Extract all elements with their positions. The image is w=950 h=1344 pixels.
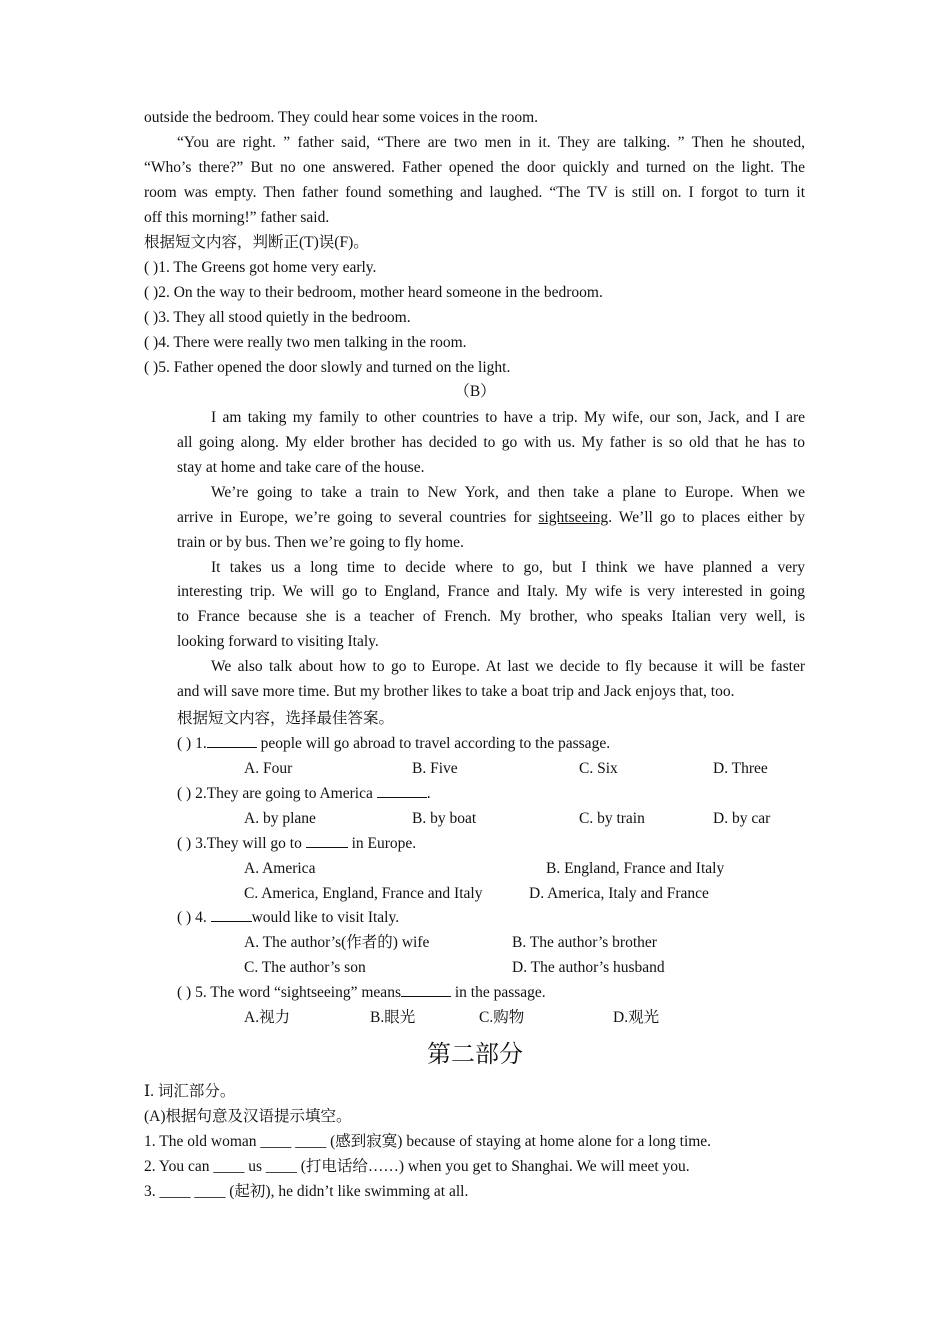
question-2-prefix: ( ) 2.They are going to America xyxy=(177,785,377,802)
q4-option-d: D. The author’s husband xyxy=(512,959,665,976)
passage-b-line-5-end: . We’ll go to places either by xyxy=(608,509,806,526)
q2-option-c: C. by train xyxy=(579,810,645,827)
question-4 xyxy=(177,908,805,928)
passage-a-line-5: off this morning!” father said. xyxy=(144,209,330,226)
question-4-blank xyxy=(211,908,252,922)
question-5-prefix: ( ) 5. The word “sightseeing” means xyxy=(177,984,401,1001)
statement-5: ( )5. Father opened the door slowly and turned on the light. xyxy=(144,359,511,376)
q4-option-a: A. The author’s(作者的) wife xyxy=(244,934,430,951)
question-3 xyxy=(177,834,805,854)
question-5 xyxy=(177,983,805,1003)
question-2 xyxy=(177,784,805,804)
question-1 xyxy=(177,734,805,754)
question-2-blank xyxy=(377,784,427,798)
passage-b-line-7: It takes us a long time to decide where to go, but I think we have planned a very xyxy=(211,559,805,576)
vocabulary-section: Ⅰ. 词汇部分。 xyxy=(144,1083,236,1100)
q3-option-b: B. England, France and Italy xyxy=(546,860,725,877)
question-4-prefix: ( ) 4. xyxy=(177,909,211,926)
vocab-item-1: 1. The old woman ____ ____ (感到寂寞) because of staying at home alone for a long time. xyxy=(144,1133,712,1150)
q5-option-d: D.观光 xyxy=(613,1009,660,1026)
question-3-blank xyxy=(306,834,348,848)
passage-b-line-4: We’re going to take a train to New York, and then take a plane to Europe. When we xyxy=(211,484,805,501)
passage-b-line-11: We also talk about how to go to Europe. At last we decide to fly because it will be faster xyxy=(211,658,805,675)
passage-b-line-1: I am taking my family to other countries to have a trip. My wife, our son, Jack, and I are xyxy=(211,409,805,426)
statement-1: ( )1. The Greens got home very early. xyxy=(144,259,377,276)
q3-option-c: C. America, England, France and Italy xyxy=(244,885,483,902)
q1-option-d: D. Three xyxy=(713,760,768,777)
passage-b-instruction: 根据短文内容，选择最佳答案。 xyxy=(177,710,395,727)
passage-b-line-5 xyxy=(177,508,805,528)
q4-option-b: B. The author’s brother xyxy=(512,934,657,951)
question-4-suffix: would like to visit Italy. xyxy=(251,909,400,926)
q1-option-c: C. Six xyxy=(579,760,618,777)
passage-a-line-2: “You are right. ” father said, “There are two men in it. They are talking. ” Then he shouted, xyxy=(177,134,805,151)
question-3-suffix: in Europe. xyxy=(347,835,417,852)
statement-4: ( )4. There were really two men talking in the room. xyxy=(144,334,467,351)
q5-option-c: C.购物 xyxy=(479,1009,525,1026)
passage-a-instruction: 根据短文内容，判断正(T)误(F)。 xyxy=(144,234,369,251)
vocab-item-3: 3. ____ ____ (起初), he didn’t like swimming at all. xyxy=(144,1183,469,1200)
question-3-prefix: ( ) 3.They will go to xyxy=(177,835,306,852)
statement-3: ( )3. They all stood quietly in the bedroom. xyxy=(144,309,411,326)
passage-b-line-5-start: arrive in Europe, we’re going to several countries for xyxy=(177,509,532,526)
passage-b-line-2: all going along. My elder brother has decided to go with us. My father is so old that he has to xyxy=(177,434,805,451)
passage-b-line-3: stay at home and take care of the house. xyxy=(177,459,425,476)
passage-a-line-4: room was empty. Then father found something and laughed. “The TV is still on. I forgot to turn it xyxy=(144,184,805,201)
q2-option-a: A. by plane xyxy=(244,810,316,827)
passage-b-line-9: to France because she is a teacher of French. My brother, who speaks Italian very well, is xyxy=(177,608,805,625)
passage-a-line-3: “Who’s there?” But no one answered. Father opened the door quickly and turned on the light. The xyxy=(144,159,805,176)
question-5-blank xyxy=(401,983,451,997)
q2-option-b: B. by boat xyxy=(412,810,477,827)
statement-2: ( )2. On the way to their bedroom, mother heard someone in the bedroom. xyxy=(144,284,603,301)
q2-option-d: D. by car xyxy=(713,810,771,827)
vocab-item-2: 2. You can ____ us ____ (打电话给……) when you get to Shanghai. We will meet you. xyxy=(144,1158,690,1175)
q1-option-b: B. Five xyxy=(412,760,458,777)
q4-option-c: C. The author’s son xyxy=(244,959,366,976)
passage-b-line-6: train or by bus. Then we’re going to fly home. xyxy=(177,534,464,551)
question-1-suffix: people will go abroad to travel according to the passage. xyxy=(256,735,611,752)
vocabulary-subsection: (A)根据句意及汉语提示填空。 xyxy=(144,1108,352,1125)
passage-b-label: （B） xyxy=(454,383,496,400)
question-2-suffix: . xyxy=(426,785,431,802)
q5-option-a: A.视力 xyxy=(244,1009,291,1026)
passage-b-line-12: and will save more time. But my brother likes to take a boat trip and Jack enjoys that, too. xyxy=(177,683,735,700)
question-1-prefix: ( ) 1. xyxy=(177,735,207,752)
passage-b-line-10: looking forward to visiting Italy. xyxy=(177,633,379,650)
question-1-blank xyxy=(207,734,257,748)
q1-option-a: A. Four xyxy=(244,760,293,777)
sightseeing-word: sightseeing xyxy=(538,509,609,526)
q3-option-a: A. America xyxy=(244,860,316,877)
question-5-suffix: in the passage. xyxy=(450,984,546,1001)
q5-option-b: B.眼光 xyxy=(370,1009,416,1026)
part-two-heading: 第二部分 xyxy=(427,1042,523,1068)
q3-option-d: D. America, Italy and France xyxy=(529,885,709,902)
passage-b-line-8: interesting trip. We will go to England, France and Italy. My wife is very interested in going xyxy=(177,583,805,600)
passage-a-line-1: outside the bedroom. They could hear some voices in the room. xyxy=(144,109,539,126)
